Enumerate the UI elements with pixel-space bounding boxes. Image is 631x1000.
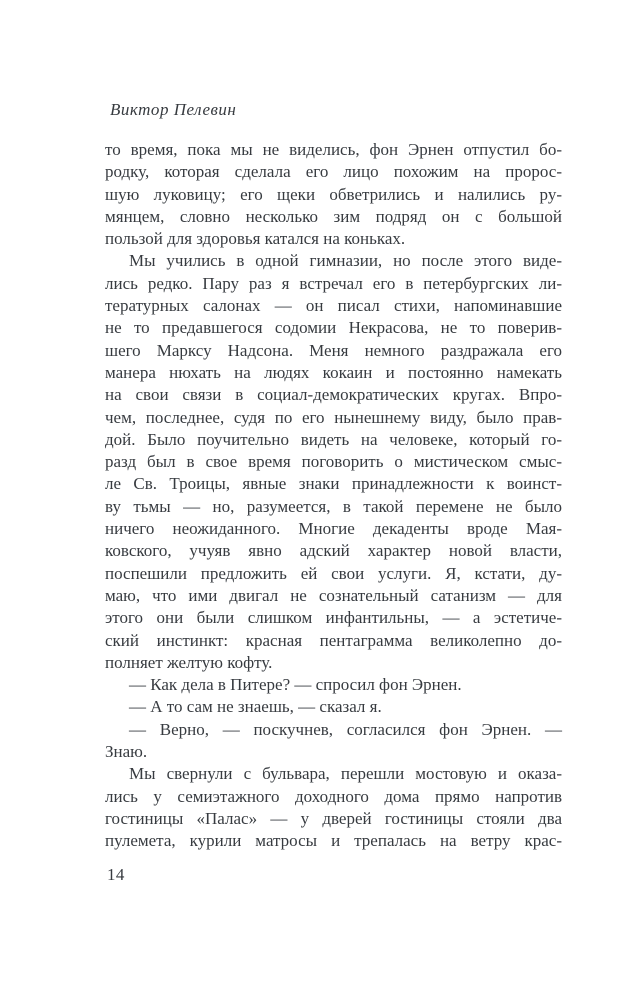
text-line: не то предавшегося содомии Некрасова, не то поверив- (105, 318, 562, 338)
text-line: пулемета, курили матросы и трепалась на ветру крас- (105, 831, 562, 851)
text-line: ковского, учуяв явно адский характер новой власти, (105, 541, 562, 561)
text-line: этого они были слишком инфантильны, — а эстетиче- (105, 608, 562, 628)
running-header-author: Виктор Пелевин (110, 100, 237, 119)
text-line: разд был в свое время поговорить о мистическом смыс- (105, 452, 562, 472)
text-line: поспешили предложить ей свои услуги. Я, кстати, ду- (105, 563, 562, 583)
text-line: чем, последнее, судя по его нынешнему виду, было прав- (105, 407, 562, 427)
page-number: 14 (107, 865, 125, 884)
text-line: манера нюхать на людях кокаин и постоянно намекать (105, 362, 562, 382)
text-line: полняет желтую кофту. (105, 652, 273, 672)
text-line: Мы свернули с бульвара, перешли мостовую и оказа- (129, 764, 562, 784)
text-line: ничего неожиданного. Многие декаденты вроде Мая- (105, 519, 562, 539)
text-line: лись у семиэтажного доходного дома прямо напротив (105, 786, 562, 806)
text-line: мянцем, словно несколько зим подряд он с большой (105, 206, 562, 226)
text-line: ву тьмы — но, разумеется, в такой перемене не было (105, 496, 562, 516)
text-line: — Как дела в Питере? — спросил фон Эрнен. (129, 675, 462, 695)
text-line: шего Марксу Надсона. Меня немного раздражала его (105, 340, 562, 360)
text-line: ле Св. Троицы, явные знаки принадлежности к воинст- (105, 474, 562, 494)
text-line: — Верно, — поскучнев, согласился фон Эрнен. — (129, 719, 562, 739)
text-line: пользой для здоровья катался на коньках. (105, 229, 406, 249)
body-text (105, 139, 562, 853)
text-line: ский инстинкт: красная пентаграмма великолепно до- (105, 630, 562, 650)
text-line: родку, которая сделала его лицо похожим на пророс- (105, 162, 562, 182)
text-line: то время, пока мы не виделись, фон Эрнен отпустил бо- (105, 140, 562, 159)
text-line: лись редко. Пару раз я встречал его в петербургских ли- (105, 273, 562, 293)
text-line: тературных салонах — он писал стихи, напоминавшие (105, 296, 562, 316)
text-line: Мы учились в одной гимназии, но после этого виде- (129, 251, 562, 271)
text-line: дой. Было поучительно видеть на человеке, который го- (105, 429, 562, 449)
text-line: — А то сам не знаешь, — сказал я. (129, 697, 382, 717)
text-line: гостиницы «Палас» — у дверей гостиницы стояли два (105, 808, 562, 828)
text-line: Знаю. (105, 742, 148, 762)
text-line: маю, что ими двигал не сознательный сатанизм — для (105, 585, 562, 605)
text-line: на свои связи в социал-демократических кругах. Впро- (105, 385, 562, 405)
text-line: шую луковицу; его щеки обветрились и налились ру- (105, 184, 562, 204)
